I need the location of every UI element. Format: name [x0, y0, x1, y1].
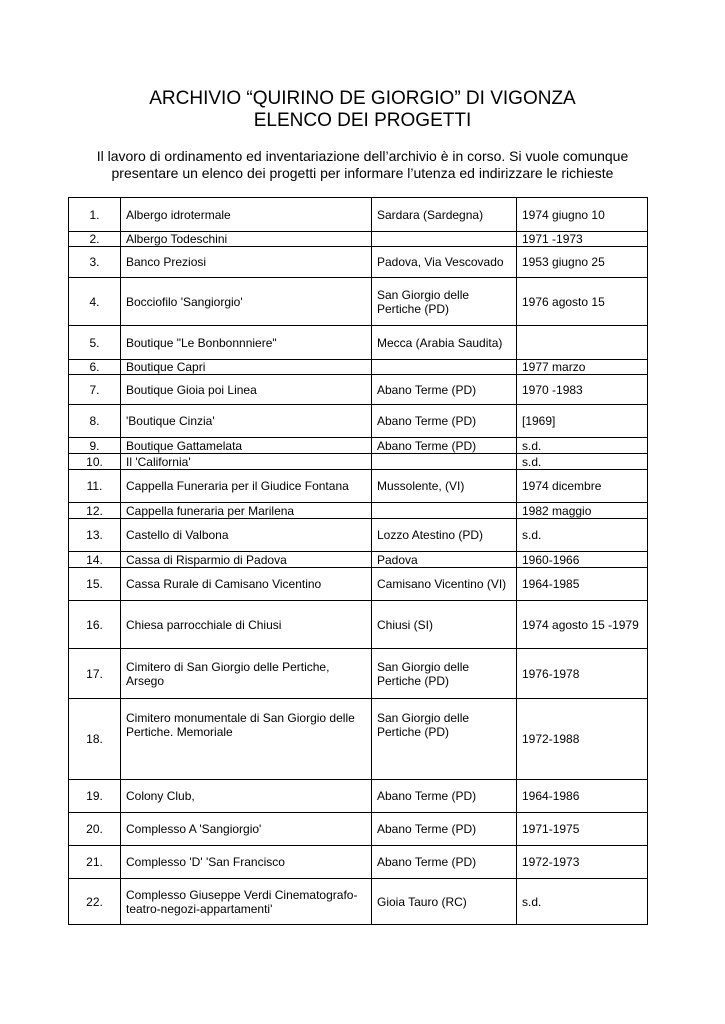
- row-number: 22.: [69, 879, 121, 925]
- table-row: [69, 278, 648, 326]
- project-location: Abano Terme (PD): [372, 813, 517, 846]
- table-row: [69, 649, 648, 699]
- project-name: Il 'California': [121, 454, 372, 470]
- project-name: Castello di Valbona: [121, 519, 372, 552]
- project-location: Gioia Tauro (RC): [372, 879, 517, 925]
- project-name: Boutique Gattamelata: [121, 438, 372, 454]
- intro-line: Il lavoro di ordinamento ed inventariazione dell’archivio è in corso. Si vuole comunque: [96, 148, 629, 164]
- project-location: San Giorgio delle Pertiche (PD): [372, 699, 517, 780]
- project-name: Complesso Giuseppe Verdi Cinematografo-teatro-negozi-appartamenti': [121, 879, 372, 925]
- row-number: 15.: [69, 568, 121, 601]
- intro-paragraph: [70, 148, 655, 182]
- project-name: Boutique Capri: [121, 360, 372, 375]
- table-row: [69, 405, 648, 438]
- document-subtitle: ELENCO DEI PROGETTI: [253, 110, 472, 131]
- table-row: [69, 813, 648, 846]
- row-number: 10.: [69, 454, 121, 470]
- row-number: 19.: [69, 780, 121, 813]
- project-date: s.d.: [517, 438, 648, 454]
- project-date: [517, 326, 648, 360]
- project-location: Abano Terme (PD): [372, 438, 517, 454]
- table-row: [69, 470, 648, 503]
- row-number: 1.: [69, 198, 121, 232]
- project-name: Chiesa parrocchiale di Chiusi: [121, 601, 372, 649]
- project-location: Mecca (Arabia Saudita): [372, 326, 517, 360]
- project-name: Cassa Rurale di Camisano Vicentino: [121, 568, 372, 601]
- project-location: Mussolente, (VI): [372, 470, 517, 503]
- row-number: 7.: [69, 375, 121, 405]
- project-name: Albergo Todeschini: [121, 232, 372, 247]
- project-name: Boutique "Le Bonbonnniere": [121, 326, 372, 360]
- table-row: [69, 454, 648, 470]
- projects-table-body: [69, 198, 648, 925]
- row-number: 18.: [69, 699, 121, 780]
- project-name: Complesso 'D' 'San Francisco: [121, 846, 372, 879]
- project-location: Camisano Vicentino (VI): [372, 568, 517, 601]
- project-date: 1976 agosto 15: [517, 278, 648, 326]
- table-row: [69, 879, 648, 925]
- project-date: 1974 dicembre: [517, 470, 648, 503]
- project-name: Cassa di Risparmio di Padova: [121, 552, 372, 568]
- project-location: Abano Terme (PD): [372, 846, 517, 879]
- project-location: Abano Terme (PD): [372, 780, 517, 813]
- project-location: [372, 360, 517, 375]
- project-name: Bocciofilo 'Sangiorgio': [121, 278, 372, 326]
- project-date: 1972-1973: [517, 846, 648, 879]
- project-date: s.d.: [517, 879, 648, 925]
- project-date: 1970 -1983: [517, 375, 648, 405]
- table-row: [69, 503, 648, 519]
- row-number: 16.: [69, 601, 121, 649]
- project-name: Albergo idrotermale: [121, 198, 372, 232]
- project-name: Cappella Funeraria per il Giudice Fontana: [121, 470, 372, 503]
- project-name: Boutique Gioia poi Linea: [121, 375, 372, 405]
- project-location: San Giorgio delle Pertiche (PD): [372, 278, 517, 326]
- table-row: [69, 780, 648, 813]
- table-row: [69, 232, 648, 247]
- table-row: [69, 247, 648, 278]
- project-name: Cappella funeraria per Marilena: [121, 503, 372, 519]
- project-date: 1964-1986: [517, 780, 648, 813]
- project-date: s.d.: [517, 454, 648, 470]
- row-number: 11.: [69, 470, 121, 503]
- project-location: Padova: [372, 552, 517, 568]
- project-date: [1969]: [517, 405, 648, 438]
- projects-table: [68, 197, 648, 925]
- project-date: 1971-1975: [517, 813, 648, 846]
- project-date: 1977 marzo: [517, 360, 648, 375]
- project-location: [372, 454, 517, 470]
- project-location: [372, 503, 517, 519]
- table-row: [69, 552, 648, 568]
- intro-line: presentare un elenco dei progetti per informare l’utenza ed indirizzare le richieste: [111, 165, 614, 181]
- project-date: s.d.: [517, 519, 648, 552]
- table-row: [69, 438, 648, 454]
- row-number: 2.: [69, 232, 121, 247]
- row-number: 8.: [69, 405, 121, 438]
- project-name: Cimitero di San Giorgio delle Pertiche, Arsego: [121, 649, 372, 699]
- row-number: 4.: [69, 278, 121, 326]
- project-date: 1971 -1973: [517, 232, 648, 247]
- project-location: Lozzo Atestino (PD): [372, 519, 517, 552]
- table-row: [69, 601, 648, 649]
- project-location: Abano Terme (PD): [372, 375, 517, 405]
- project-date: 1974 giugno 10: [517, 198, 648, 232]
- row-number: 13.: [69, 519, 121, 552]
- row-number: 5.: [69, 326, 121, 360]
- document-title: ARCHIVIO “QUIRINO DE GIORGIO” DI VIGONZA: [149, 88, 576, 109]
- project-location: [372, 232, 517, 247]
- project-date: 1976-1978: [517, 649, 648, 699]
- row-number: 20.: [69, 813, 121, 846]
- project-location: San Giorgio delle Pertiche (PD): [372, 649, 517, 699]
- row-number: 17.: [69, 649, 121, 699]
- table-row: [69, 568, 648, 601]
- row-number: 21.: [69, 846, 121, 879]
- table-row: [69, 846, 648, 879]
- project-name: Complesso A 'Sangiorgio': [121, 813, 372, 846]
- row-number: 14.: [69, 552, 121, 568]
- project-name: Colony Club,: [121, 780, 372, 813]
- table-row: [69, 699, 648, 780]
- project-name: Banco Preziosi: [121, 247, 372, 278]
- table-row: [69, 360, 648, 375]
- project-location: Chiusi (SI): [372, 601, 517, 649]
- row-number: 12.: [69, 503, 121, 519]
- table-row: [69, 375, 648, 405]
- row-number: 9.: [69, 438, 121, 454]
- project-location: Padova, Via Vescovado: [372, 247, 517, 278]
- project-date: 1953 giugno 25: [517, 247, 648, 278]
- project-date: 1964-1985: [517, 568, 648, 601]
- table-row: [69, 519, 648, 552]
- project-location: Abano Terme (PD): [372, 405, 517, 438]
- project-name: Cimitero monumentale di San Giorgio delle Pertiche. Memoriale: [121, 699, 372, 780]
- table-row: [69, 326, 648, 360]
- row-number: 3.: [69, 247, 121, 278]
- table-row: [69, 198, 648, 232]
- project-date: 1960-1966: [517, 552, 648, 568]
- row-number: 6.: [69, 360, 121, 375]
- project-date: 1982 maggio: [517, 503, 648, 519]
- project-location: Sardara (Sardegna): [372, 198, 517, 232]
- project-date: 1972-1988: [517, 699, 648, 780]
- project-date: 1974 agosto 15 -1979: [517, 601, 648, 649]
- project-name: 'Boutique Cinzia': [121, 405, 372, 438]
